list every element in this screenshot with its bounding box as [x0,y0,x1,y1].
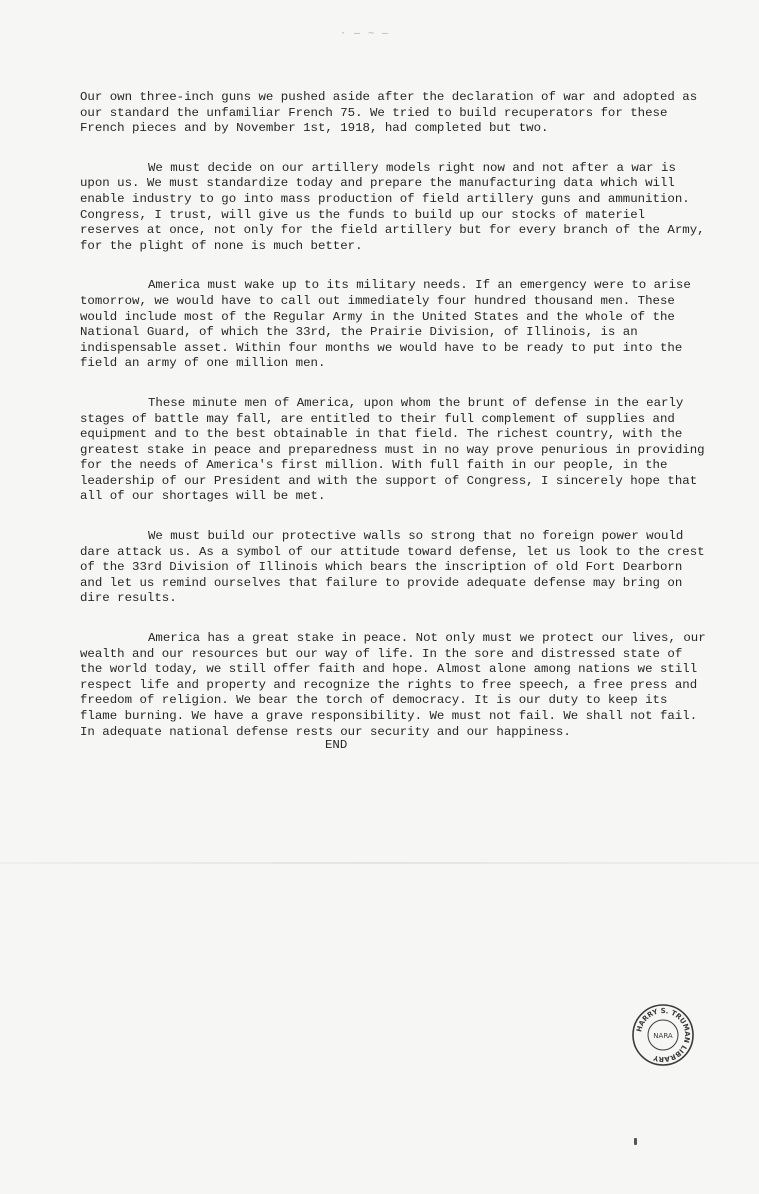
paragraph-4: These minute men of America, upon whom the brunt of defense in the early stages of battle may fall, are entitled to their full complement of supplies and equipment and to the best obtainable in that field. The richest country, with the greatest stake in peace and preparedness must in no way prove penurious in providing for the needs of America's first million. With full faith in our people, in the leadership of our President and with the support of Congress, I sincerely hope that all of our shortages will be met. [80,395,705,504]
ink-speck [634,1138,637,1145]
paragraph-3: America must wake up to its military needs. If an emergency were to arise tomorrow, we would have to call out immediately four hundred thousand men. These would include most of the Regular Army in the United States and the whole of the National Guard, of which the 33rd, the Prairie Division, of Illinois, is an indispensable asset. Within four months we would have to be ready to put into the field an army of one million men. [80,278,691,371]
document-body [80,90,710,764]
top-stray-mark: · — ~ — [340,28,390,39]
paragraph-6: America has a great stake in peace. Not only must we protect our lives, our wealth and our resources but our way of life. In the sore and distressed state of the world today, we still offer faith and hope. Almost alone among nations we still respect life and property and recognize the rights to free speech, a free press and freedom of religion. We bear the torch of democracy. It is our duty to keep its flame burning. We have a grave responsibility. We must not fail. We shall not fail. In adequate national defense rests our security and our happiness. [80,631,706,739]
paragraph-2: We must decide on our artillery models right now and not after a war is upon us. We must standardize today and prepare the manufacturing data which will enable industry to go into mass production of field artillery guns and ammunition. Congress, I trust, will give us the funds to build up our stocks of materiel reserves at once, not only for the field artillery but for every branch of the Army, for the plight of none is much better. [80,160,705,253]
paragraph-1: Our own three-inch guns we pushed aside after the declaration of war and adopted as our standard the unfamiliar French 75. We tried to build recuperators for these French pieces and by November 1st, 1918, had completed but two. [80,90,698,136]
end-label: END [325,738,348,752]
paper-fold-crease [0,862,759,864]
library-seal-stamp [631,1003,695,1067]
seal-center-text: NARA [653,1032,673,1040]
paragraph-5: We must build our protective walls so strong that no foreign power would dare attack us. As a symbol of our attitude toward defense, let us look to the crest of the 33rd Division of Illinois which bears the inscription of old Fort Dearborn and let us remind ourselves that failure to provide adequate defense may bring on dire results. [80,529,705,606]
seal-ring-text: HARRY S. TRUMAN LIBRARY [635,1006,692,1064]
